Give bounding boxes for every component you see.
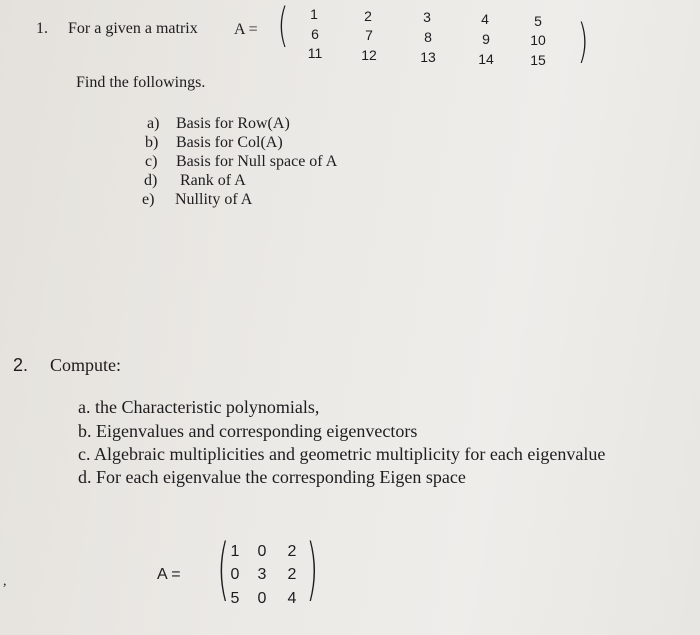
matrix-1-cell: 3 <box>423 9 431 25</box>
problem-2-item: a. the Characteristic polynomials, <box>78 397 320 417</box>
matrix-2-cell: 2 <box>287 543 297 560</box>
item-letter: e) <box>142 191 155 208</box>
matrix-2-cell: 2 <box>287 566 297 583</box>
matrix-2-label: A = <box>157 566 181 583</box>
matrix-1-cell: 7 <box>365 27 373 43</box>
item-letter: b) <box>145 134 159 151</box>
matrix-1-cell: 8 <box>424 29 432 45</box>
matrix-1-cell: 10 <box>530 32 546 48</box>
matrix-1-cell: 5 <box>534 13 542 29</box>
item-text: Rank of A <box>180 172 246 189</box>
matrix-1-cell: 9 <box>482 31 490 47</box>
matrix-2-cell: 3 <box>257 566 267 583</box>
matrix-2-cell: 4 <box>287 590 297 607</box>
matrix-1-cell: 1 <box>310 6 318 22</box>
matrix-1-cell: 11 <box>307 45 323 61</box>
matrix-2-right-paren: ) <box>306 530 319 609</box>
matrix-2-cell: 1 <box>230 543 240 560</box>
problem-2-number: 2. <box>13 355 29 375</box>
item-text: Basis for Col(A) <box>176 134 283 151</box>
item-text: Nullity of A <box>175 191 253 208</box>
item-text: Basis for Null space of A <box>176 153 338 170</box>
matrix-2-left-paren: ( <box>217 530 230 609</box>
item-letter: d) <box>144 172 158 189</box>
item-text: Basis for Row(A) <box>176 115 290 132</box>
matrix-1-left-paren: ( <box>277 0 289 52</box>
problem-2-item: d. For each eigenvalue the corresponding Eigen space <box>78 467 466 487</box>
matrix-1-cell: 13 <box>420 49 436 65</box>
problem-1-prompt: For a given a matrix <box>68 20 198 37</box>
stray-mark: , <box>3 574 7 589</box>
matrix-2-cell: 0 <box>257 590 267 607</box>
matrix-2-cell: 5 <box>230 590 240 607</box>
matrix-2-cell: 0 <box>257 543 267 560</box>
matrix-1-cell: 6 <box>311 26 319 42</box>
problem-1-number: 1. <box>36 20 48 37</box>
matrix-1-cell: 15 <box>530 52 546 68</box>
matrix-1-cell: 2 <box>364 8 372 24</box>
matrix-1-right-paren: ) <box>577 14 589 68</box>
item-letter: a) <box>147 115 160 132</box>
matrix-2-cell: 0 <box>230 566 240 583</box>
matrix-1-cell: 12 <box>361 47 377 63</box>
matrix-1-label: A = <box>234 21 258 38</box>
matrix-1-cell: 14 <box>478 51 494 67</box>
problem-1-instruction: Find the followings. <box>76 74 206 91</box>
problem-2-item: b. Eigenvalues and corresponding eigenvectors <box>78 421 418 441</box>
problem-2-item: c. Algebraic multiplicities and geometric multiplicity for each eigenvalue <box>78 444 606 464</box>
problem-2-prompt: Compute: <box>50 355 121 375</box>
matrix-1-cell: 4 <box>481 11 489 27</box>
item-letter: c) <box>145 153 158 170</box>
